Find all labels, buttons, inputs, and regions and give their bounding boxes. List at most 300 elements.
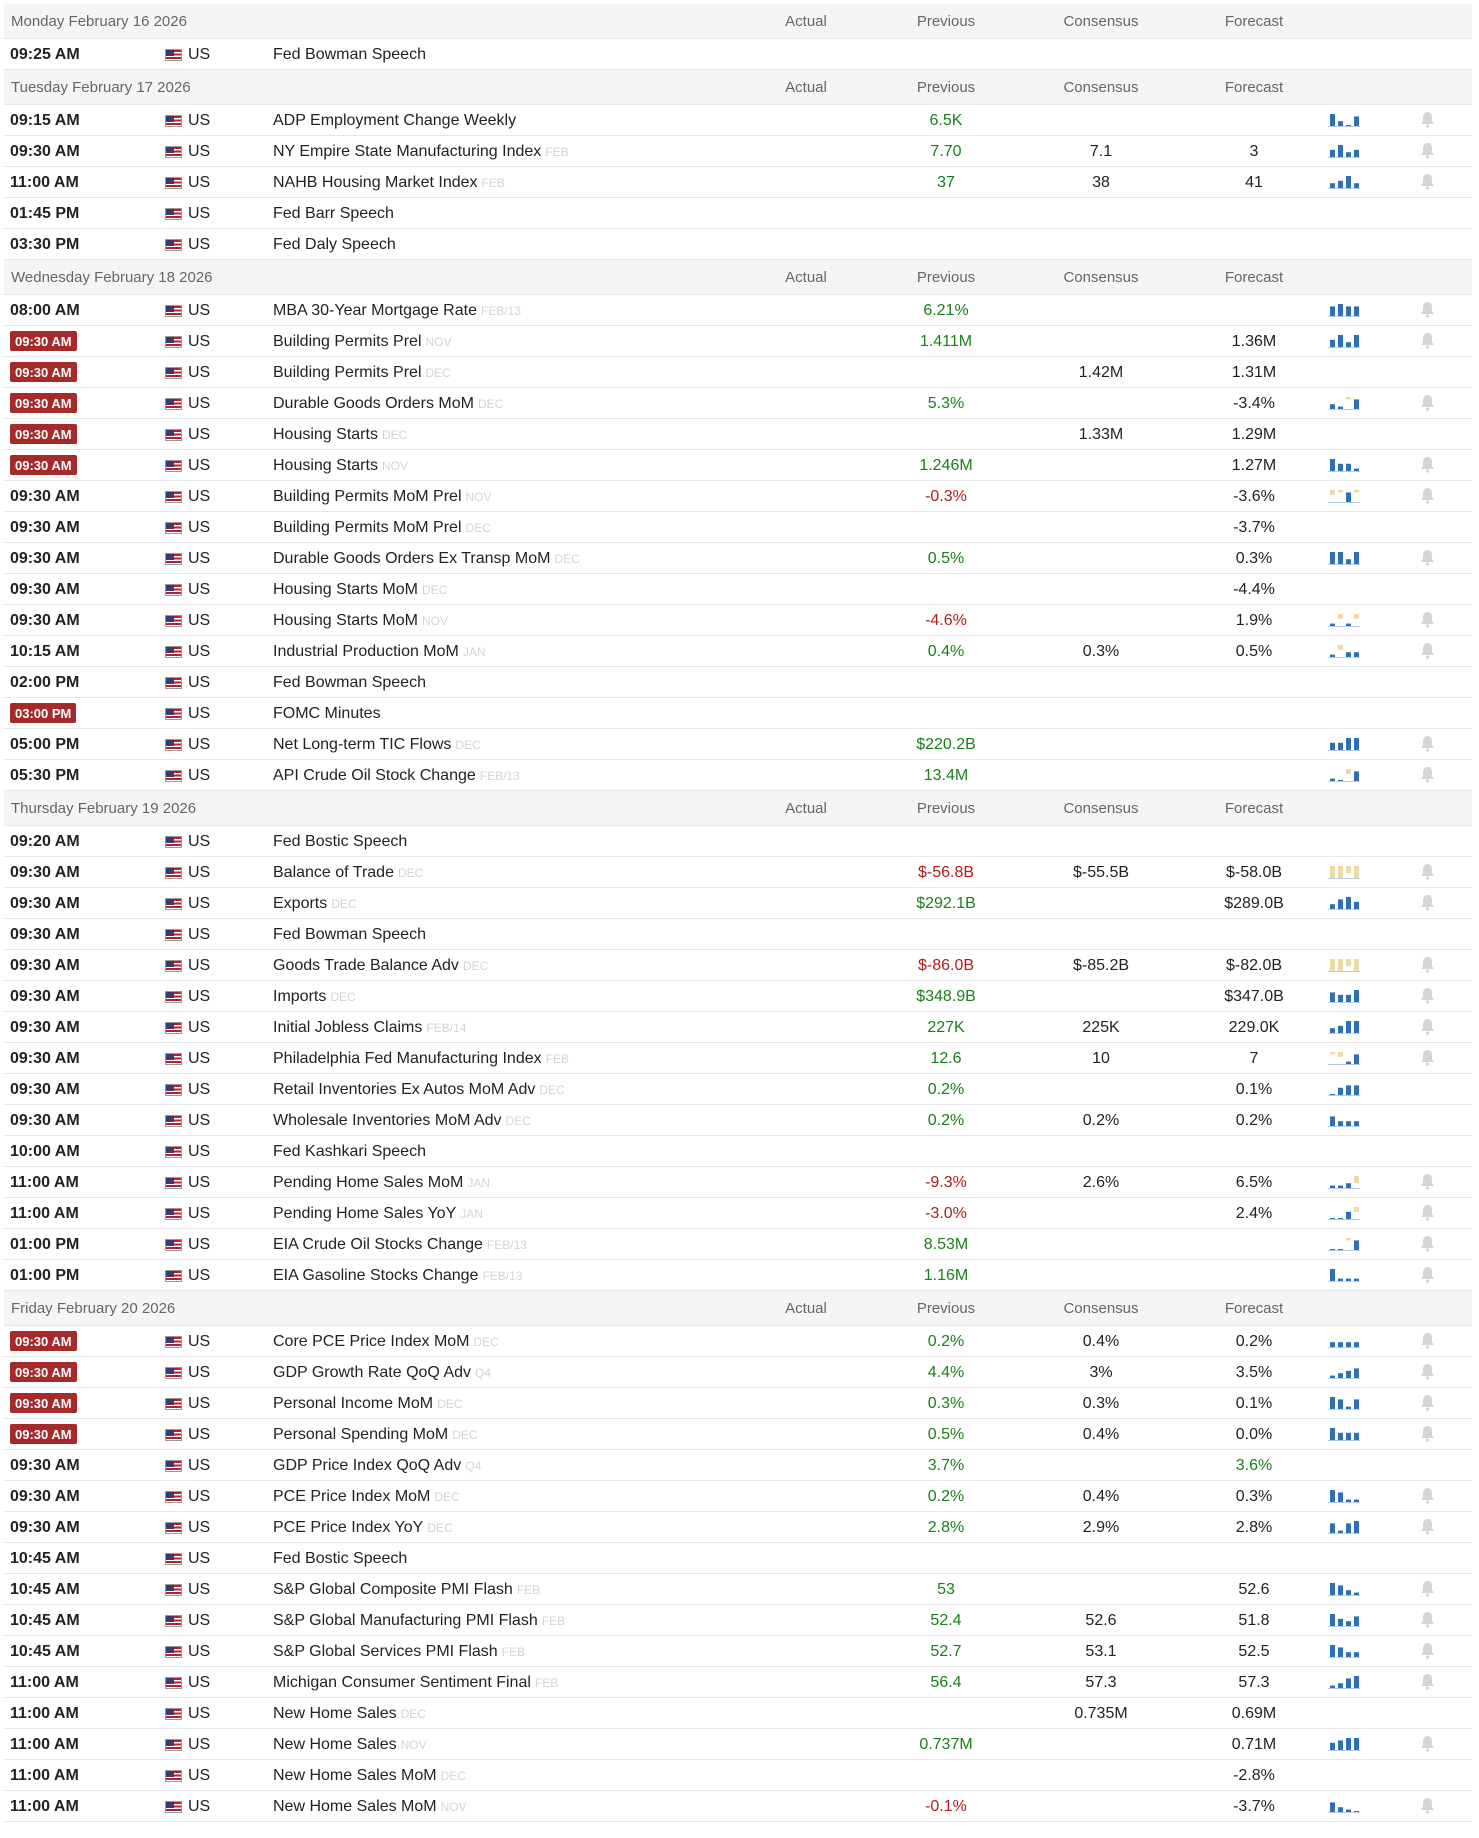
event-row[interactable]: [4, 1450, 1472, 1481]
event-name-link[interactable]: [273, 302, 521, 320]
event-row[interactable]: [4, 1760, 1472, 1791]
forecast-value: 3.5%: [1235, 1364, 1273, 1381]
sparkline-chart[interactable]: [1328, 302, 1360, 318]
bell-icon[interactable]: [1420, 456, 1435, 473]
sparkline-chart[interactable]: [1328, 1488, 1360, 1504]
event-row[interactable]: [4, 729, 1472, 760]
event-row[interactable]: [4, 1136, 1472, 1167]
previous-value: 0.4%: [927, 643, 965, 660]
event-row[interactable]: [4, 950, 1472, 981]
forecast-value: 1.29M: [1231, 426, 1277, 443]
sparkline-chart[interactable]: [1328, 333, 1360, 349]
event-name-link[interactable]: [273, 1081, 565, 1099]
event-name-link[interactable]: [273, 833, 407, 851]
us-flag-icon: [165, 1053, 182, 1065]
event-row[interactable]: [4, 39, 1472, 70]
event-row[interactable]: [4, 1419, 1472, 1450]
event-row[interactable]: [4, 1388, 1472, 1419]
event-time: 11:00 AM: [10, 1174, 79, 1191]
spark-bar: [1330, 490, 1335, 495]
forecast-value: 52.5: [1238, 1643, 1270, 1660]
sparkline-chart[interactable]: [1328, 143, 1360, 159]
event-row[interactable]: [4, 167, 1472, 198]
previous-value: 52.4: [930, 1612, 962, 1629]
event-name-link[interactable]: [273, 236, 396, 254]
sparkline-chart[interactable]: [1328, 736, 1360, 752]
event-name-link[interactable]: [273, 1798, 467, 1816]
event-country: US: [188, 1612, 211, 1629]
event-row[interactable]: [4, 229, 1472, 260]
event-name-link[interactable]: [273, 1767, 466, 1785]
event-name-link[interactable]: [273, 736, 481, 754]
event-name-link[interactable]: [273, 488, 492, 506]
event-name-link[interactable]: [273, 1364, 491, 1382]
event-name-link[interactable]: [273, 1519, 453, 1537]
us-flag-icon: [165, 239, 182, 251]
event-row[interactable]: [4, 667, 1472, 698]
sparkline-chart[interactable]: [1328, 1333, 1360, 1349]
event-row[interactable]: [4, 1229, 1472, 1260]
event-name: Building Permits Prel: [273, 333, 422, 350]
spark-bar: [1330, 1743, 1335, 1750]
forecast-value: 1.9%: [1235, 612, 1273, 629]
sparkline-chart[interactable]: [1328, 1395, 1360, 1411]
event-name-link[interactable]: [273, 1143, 426, 1161]
event-name-link[interactable]: [273, 612, 448, 630]
event-name-link[interactable]: [273, 519, 491, 537]
us-flag-icon: [165, 1770, 182, 1782]
bell-icon[interactable]: [1420, 766, 1435, 783]
event-time: 01:45 PM: [10, 205, 80, 222]
forecast-value: 0.1%: [1235, 1081, 1273, 1098]
spark-bar: [1346, 866, 1351, 873]
event-row[interactable]: [4, 388, 1472, 419]
event-name-link[interactable]: [273, 1550, 407, 1568]
sparkline-chart[interactable]: [1328, 1019, 1360, 1035]
us-flag-icon: [165, 177, 182, 189]
event-name-link[interactable]: [273, 864, 423, 882]
bell-icon[interactable]: [1420, 1049, 1435, 1066]
bell-icon[interactable]: [1420, 394, 1435, 411]
bell-icon[interactable]: [1420, 332, 1435, 349]
event-name-link[interactable]: [273, 1488, 460, 1506]
spark-bar: [1338, 1052, 1343, 1057]
forecast-value: 0.2%: [1235, 1333, 1273, 1350]
event-row[interactable]: [4, 698, 1472, 729]
sparkline-chart[interactable]: [1328, 1798, 1360, 1814]
us-flag-icon: [165, 584, 182, 596]
event-row[interactable]: [4, 1729, 1472, 1760]
spark-bar: [1354, 614, 1359, 619]
event-name-link[interactable]: [273, 205, 394, 223]
event-row[interactable]: [4, 481, 1472, 512]
event-row[interactable]: [4, 295, 1472, 326]
event-name-link[interactable]: [273, 1426, 478, 1444]
spark-bar: [1346, 624, 1351, 626]
spark-bar: [1330, 1397, 1335, 1409]
spark-bar: [1330, 992, 1335, 1002]
bell-icon[interactable]: [1420, 1363, 1435, 1380]
event-name-link[interactable]: [273, 1267, 522, 1285]
bell-icon[interactable]: [1420, 173, 1435, 190]
spark-bar: [1338, 1492, 1343, 1502]
day-header: [4, 70, 1472, 105]
event-time: 09:30 AM: [10, 393, 77, 413]
spark-bar: [1346, 1590, 1351, 1595]
event-row[interactable]: [4, 1605, 1472, 1636]
event-reference-period: NOV: [425, 335, 452, 349]
forecast-value: 2.8%: [1235, 1519, 1273, 1536]
spark-bar: [1346, 1238, 1351, 1240]
spark-bar: [1346, 1523, 1351, 1533]
event-name: Fed Daly Speech: [273, 236, 396, 253]
forecast-value: 41: [1245, 174, 1263, 191]
consensus-value: 0.4%: [1082, 1426, 1120, 1443]
event-name-link[interactable]: [273, 143, 569, 161]
event-name-link[interactable]: [273, 1457, 481, 1475]
sparkline-chart[interactable]: [1328, 1643, 1360, 1659]
bell-icon[interactable]: [1420, 1611, 1435, 1628]
previous-value: -9.3%: [925, 1174, 967, 1191]
spark-bar: [1346, 1678, 1351, 1688]
bell-icon[interactable]: [1420, 1797, 1435, 1814]
event-name-link[interactable]: [273, 1736, 427, 1754]
sparkline-chart[interactable]: [1328, 767, 1360, 783]
event-name-link[interactable]: [273, 895, 357, 913]
event-reference-period: DEC: [427, 1521, 453, 1535]
us-flag-icon: [165, 991, 182, 1003]
bell-icon[interactable]: [1420, 735, 1435, 752]
event-reference-period: DEC: [440, 1769, 466, 1783]
sparkline-chart[interactable]: [1328, 550, 1360, 566]
bell-icon[interactable]: [1420, 863, 1435, 880]
event-reference-period: JAN: [460, 1207, 483, 1221]
event-name-link[interactable]: [273, 457, 408, 475]
sparkline-chart[interactable]: [1328, 112, 1360, 128]
event-country: US: [188, 1267, 211, 1284]
event-reference-period: FEB: [534, 1676, 559, 1690]
spark-bar: [1330, 624, 1335, 626]
event-row[interactable]: [4, 760, 1472, 791]
event-time: 09:30 AM: [10, 1519, 80, 1536]
bell-icon[interactable]: [1420, 549, 1435, 566]
column-header-consensus: Consensus: [1063, 269, 1139, 286]
sparkline-chart[interactable]: [1328, 395, 1360, 411]
event-name-link[interactable]: [273, 581, 447, 599]
spark-bar: [1330, 1186, 1335, 1188]
bell-icon[interactable]: [1420, 987, 1435, 1004]
event-row[interactable]: [4, 826, 1472, 857]
column-header-previous: Previous: [916, 1300, 976, 1317]
sparkline-chart[interactable]: [1328, 1236, 1360, 1252]
bell-icon[interactable]: [1420, 1735, 1435, 1752]
bell-icon[interactable]: [1420, 894, 1435, 911]
event-country: US: [188, 864, 211, 881]
sparkline-chart[interactable]: [1328, 1519, 1360, 1535]
spark-bar: [1330, 1523, 1335, 1533]
day-label: Tuesday February 17 2026: [11, 79, 191, 96]
event-row[interactable]: [4, 1574, 1472, 1605]
event-row[interactable]: [4, 512, 1472, 543]
event-name-link[interactable]: [273, 395, 503, 413]
sparkline-chart[interactable]: [1328, 1112, 1360, 1128]
event-row[interactable]: [4, 1198, 1472, 1229]
column-header-previous: Previous: [916, 800, 976, 817]
previous-value: 12.6: [930, 1050, 962, 1067]
event-row[interactable]: [4, 198, 1472, 229]
event-row[interactable]: [4, 1636, 1472, 1667]
previous-value: 0.2%: [927, 1488, 965, 1505]
bell-icon[interactable]: [1420, 1642, 1435, 1659]
column-header-actual: Actual: [785, 1300, 827, 1317]
event-name-link[interactable]: [273, 112, 516, 130]
event-name-link[interactable]: [273, 643, 486, 661]
spark-bar: [1354, 183, 1359, 188]
bell-icon[interactable]: [1420, 1235, 1435, 1252]
spark-bar: [1346, 1621, 1351, 1626]
event-name-link[interactable]: [273, 1612, 565, 1630]
event-row[interactable]: [4, 636, 1472, 667]
event-row[interactable]: [4, 1167, 1472, 1198]
bell-icon[interactable]: [1420, 642, 1435, 659]
bell-icon[interactable]: [1420, 1332, 1435, 1349]
spark-bar: [1338, 1249, 1343, 1250]
event-time: 10:45 AM: [10, 1643, 80, 1660]
bell-icon[interactable]: [1420, 1425, 1435, 1442]
event-country: US: [188, 1798, 211, 1815]
event-time: 09:30 AM: [10, 895, 80, 912]
event-name-link[interactable]: [273, 957, 488, 975]
forecast-value: $289.0B: [1224, 895, 1284, 912]
sparkline-chart[interactable]: [1328, 457, 1360, 473]
spark-bar: [1330, 655, 1335, 657]
spark-bar: [1330, 1052, 1335, 1054]
event-name: NAHB Housing Market Index: [273, 174, 478, 191]
event-name-link[interactable]: [273, 1581, 540, 1599]
event-row[interactable]: [4, 1105, 1472, 1136]
event-name: Exports: [273, 895, 328, 912]
event-reference-period: Q4: [465, 1459, 482, 1473]
event-row[interactable]: [4, 1260, 1472, 1291]
spark-bar: [1346, 306, 1351, 316]
bell-icon[interactable]: [1420, 1518, 1435, 1535]
spark-bar: [1330, 552, 1335, 564]
event-row[interactable]: [4, 1667, 1472, 1698]
us-flag-icon: [165, 898, 182, 910]
event-country: US: [188, 1112, 211, 1129]
bell-icon[interactable]: [1420, 111, 1435, 128]
event-name: Fed Barr Speech: [273, 205, 394, 222]
event-row[interactable]: [4, 105, 1472, 136]
event-row[interactable]: [4, 1326, 1472, 1357]
bell-icon[interactable]: [1420, 1204, 1435, 1221]
bell-icon[interactable]: [1420, 1487, 1435, 1504]
sparkline-chart[interactable]: [1328, 895, 1360, 911]
sparkline-chart[interactable]: [1328, 1581, 1360, 1597]
event-name-link[interactable]: [273, 1019, 466, 1037]
bell-icon[interactable]: [1420, 301, 1435, 318]
event-time: 09:30 AM: [10, 926, 80, 943]
event-reference-period: DEC: [505, 1114, 531, 1128]
event-country: US: [188, 926, 211, 943]
us-flag-icon: [165, 929, 182, 941]
us-flag-icon: [165, 146, 182, 158]
sparkline-chart[interactable]: [1328, 1174, 1360, 1190]
event-name: Fed Bowman Speech: [273, 674, 426, 691]
event-name-link[interactable]: [273, 1112, 531, 1130]
spark-bar: [1330, 904, 1335, 909]
sparkline-chart[interactable]: [1328, 1736, 1360, 1752]
event-row[interactable]: [4, 857, 1472, 888]
event-reference-period: FEB: [541, 1614, 566, 1628]
event-name-link[interactable]: [273, 1333, 499, 1351]
event-name: Building Permits Prel: [273, 364, 422, 381]
forecast-value: -4.4%: [1233, 581, 1275, 598]
event-country: US: [188, 519, 211, 536]
event-row[interactable]: [4, 1481, 1472, 1512]
event-row[interactable]: [4, 919, 1472, 950]
event-time: 09:30 AM: [10, 331, 77, 351]
event-row[interactable]: [4, 136, 1472, 167]
sparkline-chart[interactable]: [1328, 1205, 1360, 1221]
bell-icon[interactable]: [1420, 1673, 1435, 1690]
event-name-link[interactable]: [273, 426, 407, 444]
event-name-link[interactable]: [273, 767, 520, 785]
bell-icon[interactable]: [1420, 1173, 1435, 1190]
event-time: 11:00 AM: [10, 1736, 79, 1753]
event-reference-period: DEC: [331, 897, 357, 911]
forecast-value: 0.3%: [1235, 1488, 1273, 1505]
event-name: Fed Kashkari Speech: [273, 1143, 426, 1160]
event-name-link[interactable]: [273, 46, 426, 64]
event-name-link[interactable]: [273, 926, 426, 944]
bell-icon[interactable]: [1420, 142, 1435, 159]
event-time: 09:30 AM: [10, 519, 80, 536]
event-row[interactable]: [4, 419, 1472, 450]
spark-bar: [1346, 397, 1351, 399]
spark-bar: [1346, 1652, 1351, 1657]
previous-value: -0.1%: [925, 1798, 967, 1815]
event-name-link[interactable]: [273, 1674, 558, 1692]
event-row[interactable]: [4, 1074, 1472, 1105]
event-name-link[interactable]: [273, 1205, 483, 1223]
event-name: Personal Income MoM: [273, 1395, 434, 1412]
event-name-link[interactable]: [273, 705, 381, 723]
event-country: US: [188, 457, 211, 474]
event-reference-period: DEC: [554, 552, 580, 566]
event-row[interactable]: [4, 574, 1472, 605]
previous-value: 53: [937, 1581, 955, 1598]
bell-icon[interactable]: [1420, 487, 1435, 504]
event-row[interactable]: [4, 888, 1472, 919]
spark-bar: [1338, 407, 1343, 409]
bell-icon[interactable]: [1420, 1580, 1435, 1597]
spark-bar: [1354, 1368, 1359, 1378]
event-time: 09:30 AM: [10, 1019, 80, 1036]
event-row[interactable]: [4, 326, 1472, 357]
event-name-link[interactable]: [273, 333, 452, 351]
event-name-link[interactable]: [273, 1643, 525, 1661]
event-row[interactable]: [4, 450, 1472, 481]
sparkline-chart[interactable]: [1328, 174, 1360, 190]
sparkline-chart[interactable]: [1328, 1081, 1360, 1097]
event-reference-period: FEB: [481, 176, 505, 190]
event-time: 03:00 PM: [10, 703, 76, 723]
event-time: 09:30 AM: [10, 488, 80, 505]
sparkline-chart[interactable]: [1328, 1426, 1360, 1442]
spark-bar: [1346, 652, 1351, 657]
event-reference-period: DEC: [539, 1083, 565, 1097]
event-name-link[interactable]: [273, 1705, 426, 1723]
event-row[interactable]: [4, 981, 1472, 1012]
sparkline-chart[interactable]: [1328, 1267, 1360, 1283]
event-name-link[interactable]: [273, 1050, 569, 1068]
us-flag-icon: [165, 1584, 182, 1596]
previous-value: 6.21%: [923, 302, 969, 319]
event-time: 09:25 AM: [10, 46, 80, 63]
event-row[interactable]: [4, 1043, 1472, 1074]
event-name-link[interactable]: [273, 364, 451, 382]
sparkline-chart[interactable]: [1328, 1050, 1360, 1066]
bell-icon[interactable]: [1420, 956, 1435, 973]
event-row[interactable]: [4, 605, 1472, 636]
event-row[interactable]: [4, 1791, 1472, 1822]
event-name-link[interactable]: [273, 550, 580, 568]
spark-bar: [1330, 404, 1335, 409]
event-name-link[interactable]: [273, 674, 426, 692]
event-row[interactable]: [4, 543, 1472, 574]
event-row[interactable]: [4, 1698, 1472, 1729]
sparkline-chart[interactable]: [1328, 1612, 1360, 1628]
event-name-link[interactable]: [273, 988, 356, 1006]
spark-bar: [1354, 1433, 1359, 1440]
us-flag-icon: [165, 960, 182, 972]
event-name-link[interactable]: [273, 174, 505, 192]
us-flag-icon: [165, 115, 182, 127]
event-time: 09:30 AM: [10, 988, 80, 1005]
event-row[interactable]: [4, 1357, 1472, 1388]
bell-icon[interactable]: [1420, 1018, 1435, 1035]
event-country: US: [188, 612, 211, 629]
previous-value: 0.737M: [919, 1736, 973, 1753]
sparkline-chart[interactable]: [1328, 1364, 1360, 1380]
sparkline-chart[interactable]: [1328, 1674, 1360, 1690]
spark-bar: [1346, 176, 1351, 188]
event-name: Fed Bowman Speech: [273, 926, 426, 943]
event-name-link[interactable]: [273, 1236, 527, 1254]
sparkline-chart[interactable]: [1328, 957, 1360, 973]
event-row[interactable]: [4, 357, 1472, 388]
sparkline-chart[interactable]: [1328, 488, 1360, 504]
sparkline-chart[interactable]: [1328, 988, 1360, 1004]
event-name: Michigan Consumer Sentiment Final: [273, 1674, 531, 1691]
event-name-link[interactable]: [273, 1395, 462, 1413]
spark-bar: [1330, 1490, 1335, 1502]
event-row[interactable]: [4, 1512, 1472, 1543]
bell-icon[interactable]: [1420, 611, 1435, 628]
event-name-link[interactable]: [273, 1174, 490, 1192]
event-row[interactable]: [4, 1012, 1472, 1043]
sparkline-chart[interactable]: [1328, 612, 1360, 628]
bell-icon[interactable]: [1420, 1394, 1435, 1411]
sparkline-chart[interactable]: [1328, 864, 1360, 880]
bell-icon[interactable]: [1420, 1266, 1435, 1283]
spark-bar: [1354, 490, 1359, 492]
us-flag-icon: [165, 1146, 182, 1158]
spark-bar: [1354, 866, 1359, 878]
sparkline-chart[interactable]: [1328, 643, 1360, 659]
event-row[interactable]: [4, 1543, 1472, 1574]
